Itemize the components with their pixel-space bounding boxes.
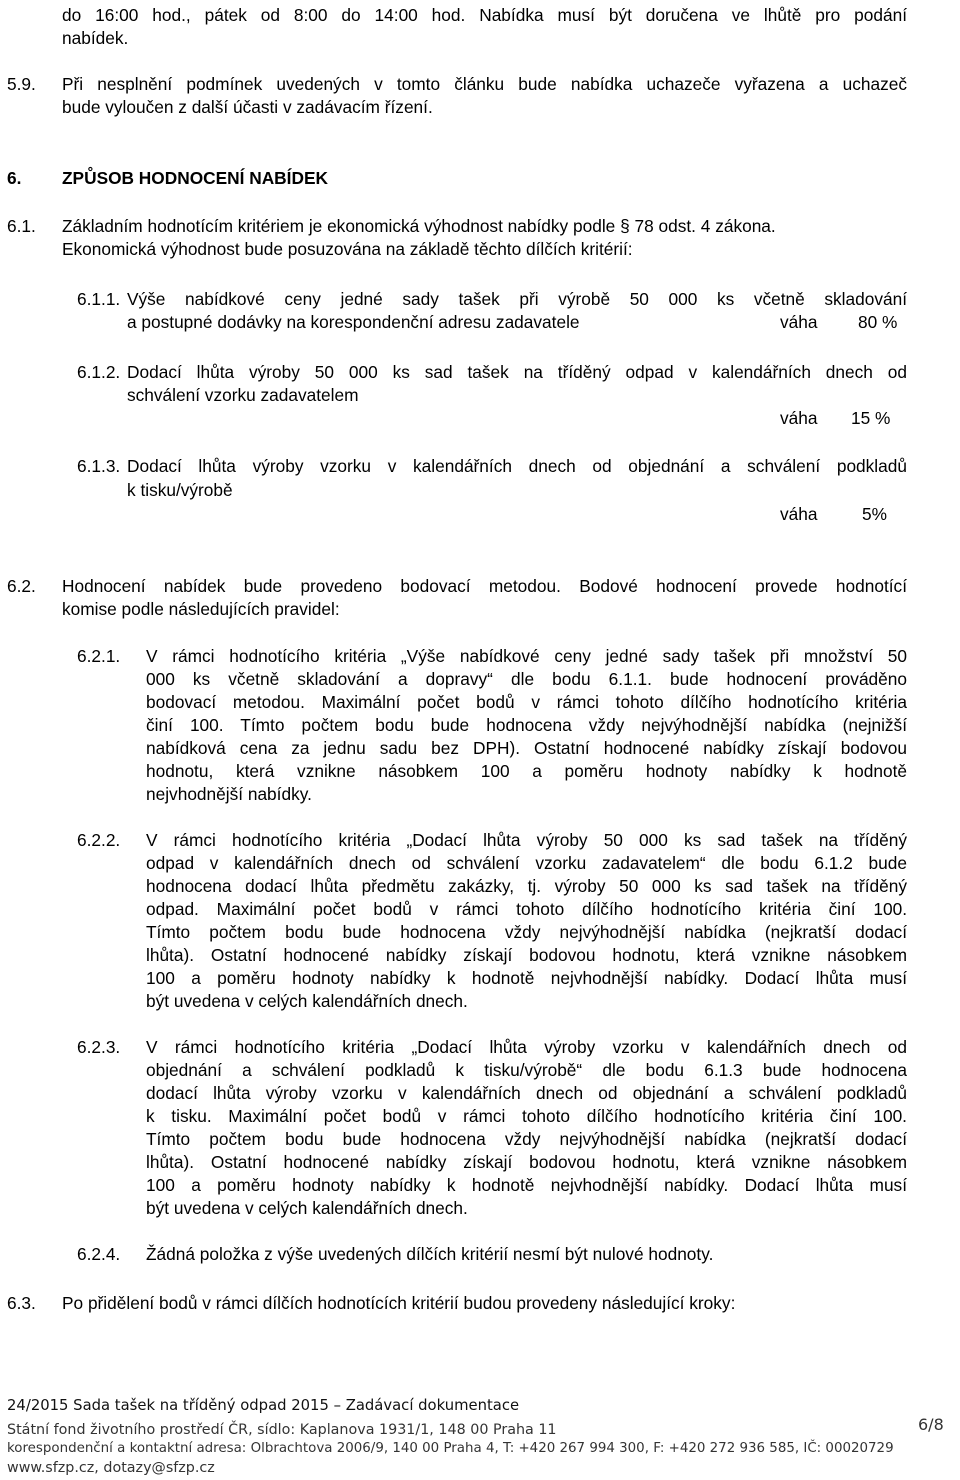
text-line: Žádná položka z výše uvedených dílčích kritérií nesmí být nulové hodnoty. (146, 1244, 714, 1264)
text-line: k tisku. Maximální počet bodů v rámci tohoto dílčího hodnotícího kritéria činí 100. (146, 1106, 907, 1126)
text-line: lhůta). Ostatní hodnocené nabídky získají bodovou hodnotu, která vznikne násobkem (146, 1152, 907, 1172)
text-line: schválení vzorku zadavatelem (127, 385, 359, 405)
text-line: V rámci hodnotícího kritéria „Výše nabídkové ceny jedné sady tašek při množství 50 (146, 646, 907, 666)
text-line: nabídek. (62, 28, 129, 48)
text-line: objednání a schválení podkladů k tisku/výrobě“ dle bodu 6.1.3 bude hodnocena (146, 1060, 907, 1080)
text-line: V rámci hodnotícího kritéria „Dodací lhůta výroby vzorku v kalendářních dnech od (146, 1037, 907, 1057)
text-line: Po přidělení bodů v rámci dílčích hodnotících kritérií budou provedeny následující kroky: (62, 1293, 736, 1313)
footer-web: www.sfzp.cz, dotazy@sfzp.cz (7, 1460, 215, 1476)
text-line: Dodací lhůta výroby vzorku v kalendářních dnech od objednání a schválení podkladů (127, 456, 907, 476)
criterion-number: 6.1.1. (77, 289, 121, 309)
text-line: hodnocena dodací lhůta předmětu zakázky, tj. výroby 50 000 ks sad tašek na tříděný (146, 876, 907, 896)
text-line: lhůta). Ostatní hodnocené nabídky získají bodovou hodnotu, která vznikne násobkem (146, 945, 907, 965)
subsection-number: 6.2.1. (77, 646, 121, 666)
text-line: 100 a poměru hodnoty nabídky k hodnotě nejvhodnější nabídky. Dodací lhůta musí (146, 1175, 907, 1195)
text-line: Hodnocení nabídek bude provedeno bodovací metodou. Bodové hodnocení provede hodnotící (62, 576, 907, 596)
section-number: 5.9. (7, 74, 36, 94)
page-number: 6/8 (918, 1415, 944, 1434)
text-line: Tímto počtem bodu bude hodnocena vždy nejvýhodnější nabídka (nejkratší dodací (146, 922, 907, 942)
text-line: dodací lhůta výroby vzorku v kalendářních dnech od objednání a schválení podkladů (146, 1083, 907, 1103)
text-line: V rámci hodnotícího kritéria „Dodací lhůta výroby 50 000 ks sad tašek na tříděný (146, 830, 907, 850)
text-line: Dodací lhůta výroby 50 000 ks sad tašek na tříděný odpad v kalendářních dnech od (127, 362, 907, 382)
footer-doc-title: 24/2015 Sada tašek na tříděný odpad 2015 – Zadávací dokumentace (7, 1397, 520, 1414)
weight-label: váha (780, 408, 818, 428)
weight-value: 5% (862, 504, 887, 524)
subsection-number: 6.2.3. (77, 1037, 121, 1057)
text-line: k tisku/výrobě (127, 480, 233, 500)
section-number: 6.3. (7, 1293, 36, 1313)
text-line: Základním hodnotícím kritériem je ekonomická výhodnost nabídky podle § 78 odst. 4 zákona. (62, 216, 776, 236)
text-line: být uvedena v celých kalendářních dnech. (146, 1198, 468, 1218)
text-line: činí 100. Tímto počtem bodu bude hodnocena vždy nejvýhodnější nabídka (nejnižší (146, 715, 907, 735)
footer-address: Státní fond životního prostředí ČR, sídlo: Kaplanova 1931/1, 148 00 Praha 11 (7, 1422, 557, 1438)
text-line: bodovací metodou. Maximální počet bodů v rámci tohoto dílčího hodnotícího kritéria (146, 692, 907, 712)
text-line: odpad v kalendářních dnech od schválení vzorku zadavatelem“ dle bodu 6.1.2 bude (146, 853, 907, 873)
text-line: bude vyloučen z další účasti v zadávacím řízení. (62, 97, 433, 117)
footer-contact: korespondenční a kontaktní adresa: Olbrachtova 2006/9, 140 00 Praha 4, T: +420 267 994 300, F: +420 272 936 585, IČ: 00020729 (7, 1441, 894, 1456)
weight-value: 15 % (851, 408, 891, 428)
text-line: Při nesplnění podmínek uvedených v tomto článku bude nabídka uchazeče vyřazena a uchazeč (62, 74, 907, 94)
text-line: nejvhodnější nabídky. (146, 784, 312, 804)
text-line: odpad. Maximální počet bodů v rámci tohoto dílčího hodnotícího kritéria činí 100. (146, 899, 907, 919)
subsection-number: 6.2.2. (77, 830, 121, 850)
weight-value: 80 % (858, 312, 898, 332)
criterion-number: 6.1.2. (77, 362, 121, 382)
text-line: Ekonomická výhodnost bude posuzována na základě těchto dílčích kritérií: (62, 239, 633, 259)
text-line: do 16:00 hod., pátek od 8:00 do 14:00 hod. Nabídka musí být doručena ve lhůtě pro podání (62, 5, 907, 25)
criterion-number: 6.1.3. (77, 456, 121, 476)
subsection-number: 6.2.4. (77, 1244, 121, 1264)
text-line: 100 a poměru hodnoty nabídky k hodnotě nejvhodnější nabídky. Dodací lhůta musí (146, 968, 907, 988)
section-number: 6.1. (7, 216, 36, 236)
text-line: komise podle následujících pravidel: (62, 599, 340, 619)
text-line: Výše nabídkové ceny jedné sady tašek při výrobě 50 000 ks včetně skladování (127, 289, 907, 309)
text-line: Tímto počtem bodu bude hodnocena vždy nejvýhodnější nabídka (nejkratší dodací (146, 1129, 907, 1149)
text-line: 000 ks včetně skladování a dopravy“ dle bodu 6.1.1. bude hodnocení prováděno (146, 669, 907, 689)
section-heading: ZPŮSOB HODNOCENÍ NABÍDEK (62, 168, 328, 188)
section-number: 6.2. (7, 576, 36, 596)
section-number: 6. (7, 168, 22, 188)
text-line: hodnotu, která vznikne násobkem 100 a poměru hodnoty nabídky k hodnotě (146, 761, 907, 781)
text-line: být uvedena v celých kalendářních dnech. (146, 991, 468, 1011)
weight-label: váha (780, 504, 818, 524)
text-line: nabídková cena za jednu sadu bez DPH). Ostatní hodnocené nabídky získají bodovou (146, 738, 907, 758)
text-line: a postupné dodávky na korespondenční adresu zadavatele (127, 312, 580, 332)
weight-label: váha (780, 312, 818, 332)
